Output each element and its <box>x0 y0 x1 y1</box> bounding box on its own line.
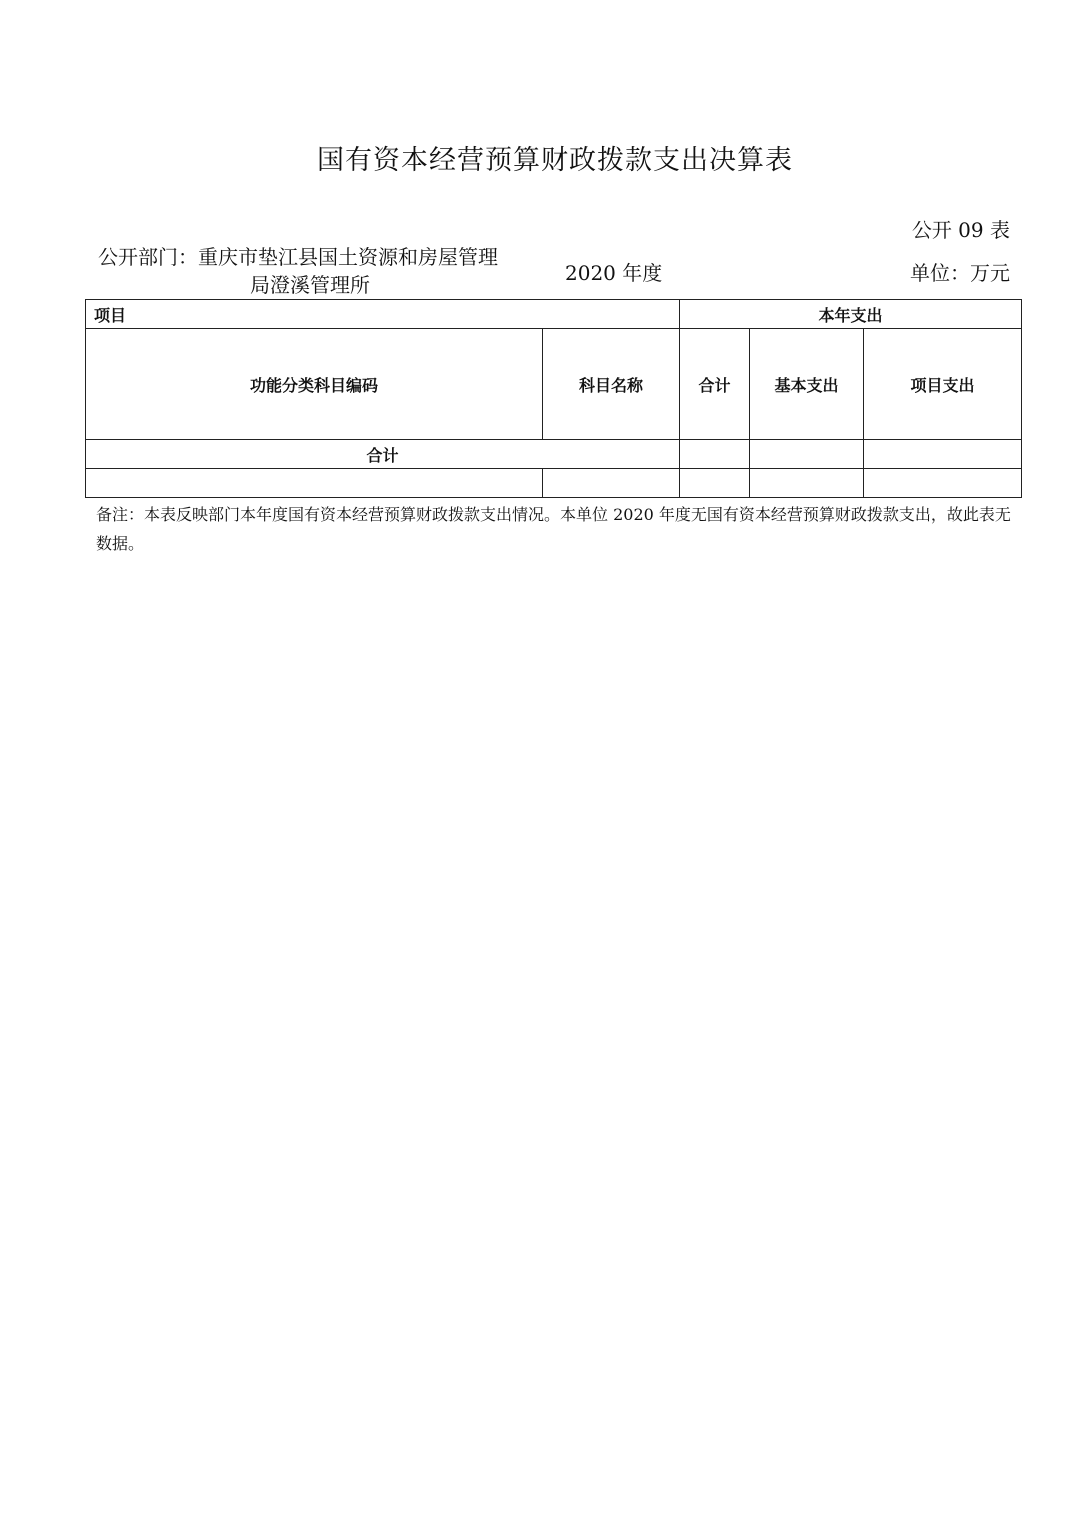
table-cell <box>750 469 864 498</box>
currency-unit: 单位：万元 <box>910 261 1010 285</box>
form-number: 公开 09 表 <box>911 218 1010 242</box>
expenditure-table <box>85 299 1022 498</box>
table-header-row <box>86 300 1022 329</box>
department-line-2: 局澄溪管理所 <box>250 273 370 297</box>
department-label <box>98 243 538 299</box>
table-cell <box>86 469 543 498</box>
header-expense: 本年支出 <box>680 300 1022 329</box>
table-cell <box>680 469 750 498</box>
col-function-code: 功能分类科目编码 <box>86 329 543 440</box>
table-cell <box>864 469 1022 498</box>
total-basic-cell <box>750 440 864 469</box>
table-cell <box>543 469 680 498</box>
col-project-expense: 项目支出 <box>864 329 1022 440</box>
col-basic-expense: 基本支出 <box>750 329 864 440</box>
col-subject-name: 科目名称 <box>543 329 680 440</box>
footnote: 备注：本表反映部门本年度国有资本经营预算财政拨款支出情况。本单位 2020 年度无国有资本经营预算财政拨款支出，故此表无数据。 <box>96 505 1011 553</box>
header-item: 项目 <box>86 300 680 329</box>
page-title: 国有资本经营预算财政拨款支出决算表 <box>317 145 793 176</box>
fiscal-year: 2020 年度 <box>565 261 663 285</box>
table-subheader-row <box>86 329 1022 440</box>
table-total-row <box>86 440 1022 469</box>
total-sum-cell <box>680 440 750 469</box>
total-label: 合计 <box>86 440 680 469</box>
table-row <box>86 469 1022 498</box>
department-line-1: 公开部门：重庆市垫江县国土资源和房屋管理 <box>98 245 498 269</box>
total-project-cell <box>864 440 1022 469</box>
col-total: 合计 <box>680 329 750 440</box>
